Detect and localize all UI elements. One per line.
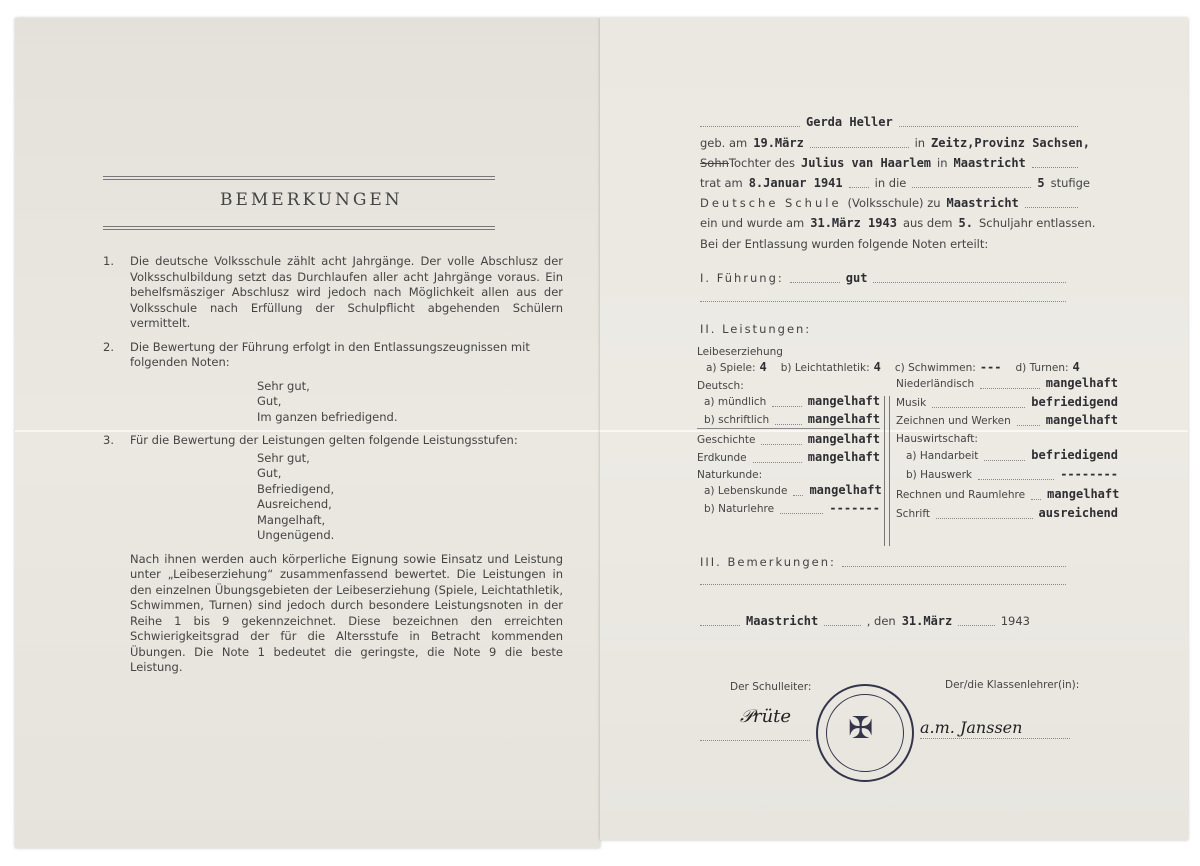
grade: mangelhaft bbox=[1045, 413, 1118, 427]
label: d) Turnen: bbox=[1015, 362, 1069, 374]
divider bbox=[103, 226, 495, 230]
grade-level: Gut, bbox=[257, 466, 282, 480]
grade-level: Mangelhaft, bbox=[257, 512, 326, 527]
label: stufige bbox=[1050, 176, 1090, 190]
label: Erdkunde bbox=[697, 452, 747, 464]
label: Bei der Entlassung wurden folgende Noten erteilt: bbox=[700, 237, 989, 251]
grade-level: Sehr gut, bbox=[257, 450, 310, 465]
remark-3-note: Nach ihnen werden auch körperliche Eignung sowie Einsatz und Leistung unter „Leibeserziehung“ zusammenfassend bewertet. Die Leistungen in den einzelnen Übungsgebieten der Leibeserziehung (Spiele, Leichtathletik, Schwimmen, Turnen) sind jedoch durch besondere Leistungsnoten in der Reihe 1 bis 9 gekennzeichnet. Diese bezeichnen den erreichten Schwierigkeitsgrad der für die Altersstufe in Betracht kommenden Übungen. Die Note 1 bedeutet die geringste, die Note 9 die beste Leistung. bbox=[130, 551, 563, 674]
student-name: Gerda Heller bbox=[806, 115, 893, 129]
issue-place: Maastricht bbox=[746, 614, 819, 628]
label: aus dem bbox=[902, 216, 953, 230]
label: Geschichte bbox=[697, 434, 756, 446]
label: Niederländisch bbox=[896, 378, 975, 390]
remark-3: Für die Bewertung der Leistungen gelten folgende Leistungsstufen: bbox=[130, 433, 518, 447]
label: Der Schulleiter: bbox=[730, 681, 812, 693]
grade-level: Sehr gut, bbox=[257, 378, 310, 393]
struck-label: Sohn bbox=[700, 156, 729, 170]
item-number: 1. bbox=[103, 254, 114, 268]
label: a) mündlich bbox=[704, 396, 767, 408]
label: III. Bemerkungen: bbox=[700, 555, 836, 569]
school-year: 5. bbox=[958, 216, 973, 230]
grade: mangelhaft bbox=[1045, 376, 1118, 390]
grade: --- bbox=[979, 360, 1002, 374]
grade-level: Befriedigend, bbox=[257, 481, 335, 496]
grade: mangelhaft bbox=[809, 483, 882, 497]
grade: mangelhaft bbox=[807, 432, 880, 446]
label: a) Lebenskunde bbox=[704, 485, 788, 497]
label: Schrift bbox=[896, 508, 930, 520]
label: b) Hauswerk bbox=[906, 469, 972, 481]
issue-date: 31.März bbox=[901, 614, 953, 628]
remarks-title: BEMERKUNGEN bbox=[220, 190, 403, 210]
column-divider bbox=[884, 396, 890, 546]
item-number: 3. bbox=[103, 433, 114, 447]
grade: befriedigend bbox=[1031, 448, 1118, 462]
remarks-list bbox=[103, 254, 563, 676]
remark-item bbox=[103, 340, 563, 371]
grade: mangelhaft bbox=[807, 412, 880, 426]
grade: mangelhaft bbox=[807, 394, 880, 408]
school-place: Maastricht bbox=[946, 196, 1019, 210]
grade: 4 bbox=[759, 360, 767, 374]
label: a) Handarbeit bbox=[906, 450, 979, 462]
label: Musik bbox=[896, 397, 927, 409]
label: trat am bbox=[700, 176, 743, 190]
label: Der/die Klassenlehrer(in): bbox=[945, 679, 1080, 691]
label: b) Naturlehre bbox=[704, 503, 775, 515]
teacher-signature: a.m. Janssen bbox=[920, 718, 1023, 737]
label: Rechnen und Raumlehre bbox=[896, 489, 1026, 501]
remark-1: Die deutsche Volksschule zählt acht Jahrgänge. Der volle Abschlusz der Volksschulbildung setzt das Durchlaufen aller acht Jahrgänge voraus. Ein behelfsmäsziger Abschlusz wird jedoch nach Möglichkeit allen aus der Volksschule nach Erfüllung der Schulpflicht abgehenden Schülern vermittelt. bbox=[130, 254, 563, 330]
label: a) Spiele: bbox=[706, 362, 756, 374]
conduct-grade: gut bbox=[845, 271, 868, 285]
performance-grades bbox=[257, 451, 563, 544]
label: Zeichnen und Werken bbox=[896, 415, 1011, 427]
label: Leibeserziehung bbox=[697, 346, 783, 358]
label: b) schriftlich bbox=[704, 414, 770, 426]
item-number: 2. bbox=[103, 339, 114, 354]
label: c) Schwimmen: bbox=[894, 362, 976, 374]
parent-name: Julius van Haarlem bbox=[800, 156, 932, 170]
label: Deutsch: bbox=[697, 380, 744, 392]
grade: -------- bbox=[1060, 467, 1118, 481]
remark-2: Die Bewertung der Führung erfolgt in den Entlassungszeugnissen mit folgenden Noten: bbox=[130, 339, 530, 369]
grade-level: Ausreichend, bbox=[257, 497, 332, 511]
label: in bbox=[937, 156, 948, 170]
school-seal bbox=[816, 684, 914, 782]
left-page bbox=[15, 18, 600, 848]
remark-item bbox=[103, 254, 563, 332]
label: Deutsche Schule bbox=[700, 196, 842, 210]
label: , den bbox=[866, 614, 896, 628]
label: II. Leistungen: bbox=[700, 322, 812, 336]
grade: mangelhaft bbox=[1047, 487, 1120, 501]
grade: ------- bbox=[829, 501, 880, 515]
label: in bbox=[914, 136, 926, 150]
grade: ausreichend bbox=[1038, 506, 1118, 520]
label: in die bbox=[874, 176, 907, 190]
grade: 4 bbox=[1072, 360, 1080, 374]
label: Tochter des bbox=[728, 156, 795, 170]
label: b) Leichtathletik: bbox=[780, 362, 870, 374]
birthplace: Zeitz,Provinz Sachsen, bbox=[931, 136, 1090, 150]
sport-grades bbox=[706, 359, 1080, 376]
conduct-grades bbox=[257, 379, 563, 426]
divider bbox=[103, 176, 495, 180]
label: (Volksschule) zu bbox=[847, 196, 941, 210]
entry-date: 8.Januar 1941 bbox=[748, 176, 843, 190]
parent-place: Maastricht bbox=[953, 156, 1026, 170]
grade: mangelhaft bbox=[807, 450, 880, 464]
grade: 4 bbox=[873, 360, 881, 374]
grade-level: Gut, bbox=[257, 394, 282, 408]
label bbox=[700, 155, 795, 171]
label: I. Führung: bbox=[700, 271, 784, 285]
eagle-emblem-icon: ✠ bbox=[848, 711, 874, 746]
leaving-date: 31.März 1943 bbox=[810, 216, 897, 230]
grade-level: Im ganzen befriedigend. bbox=[257, 409, 398, 424]
issue-year: 1943 bbox=[1000, 614, 1030, 628]
grade: befriedigend bbox=[1031, 395, 1118, 409]
right-page bbox=[600, 18, 1188, 840]
principal-signature: 𝒫rüte bbox=[740, 706, 792, 727]
grade-level: Ungenügend. bbox=[257, 528, 335, 542]
label: Schuljahr entlassen. bbox=[978, 216, 1096, 230]
school-levels: 5 bbox=[1037, 176, 1045, 190]
label: geb. am bbox=[700, 136, 748, 150]
label: ein und wurde am bbox=[700, 216, 805, 230]
birth-date: 19.März bbox=[753, 136, 804, 150]
label: Hauswirtschaft: bbox=[896, 433, 978, 445]
label: Naturkunde: bbox=[697, 469, 763, 481]
remark-item bbox=[103, 433, 563, 449]
